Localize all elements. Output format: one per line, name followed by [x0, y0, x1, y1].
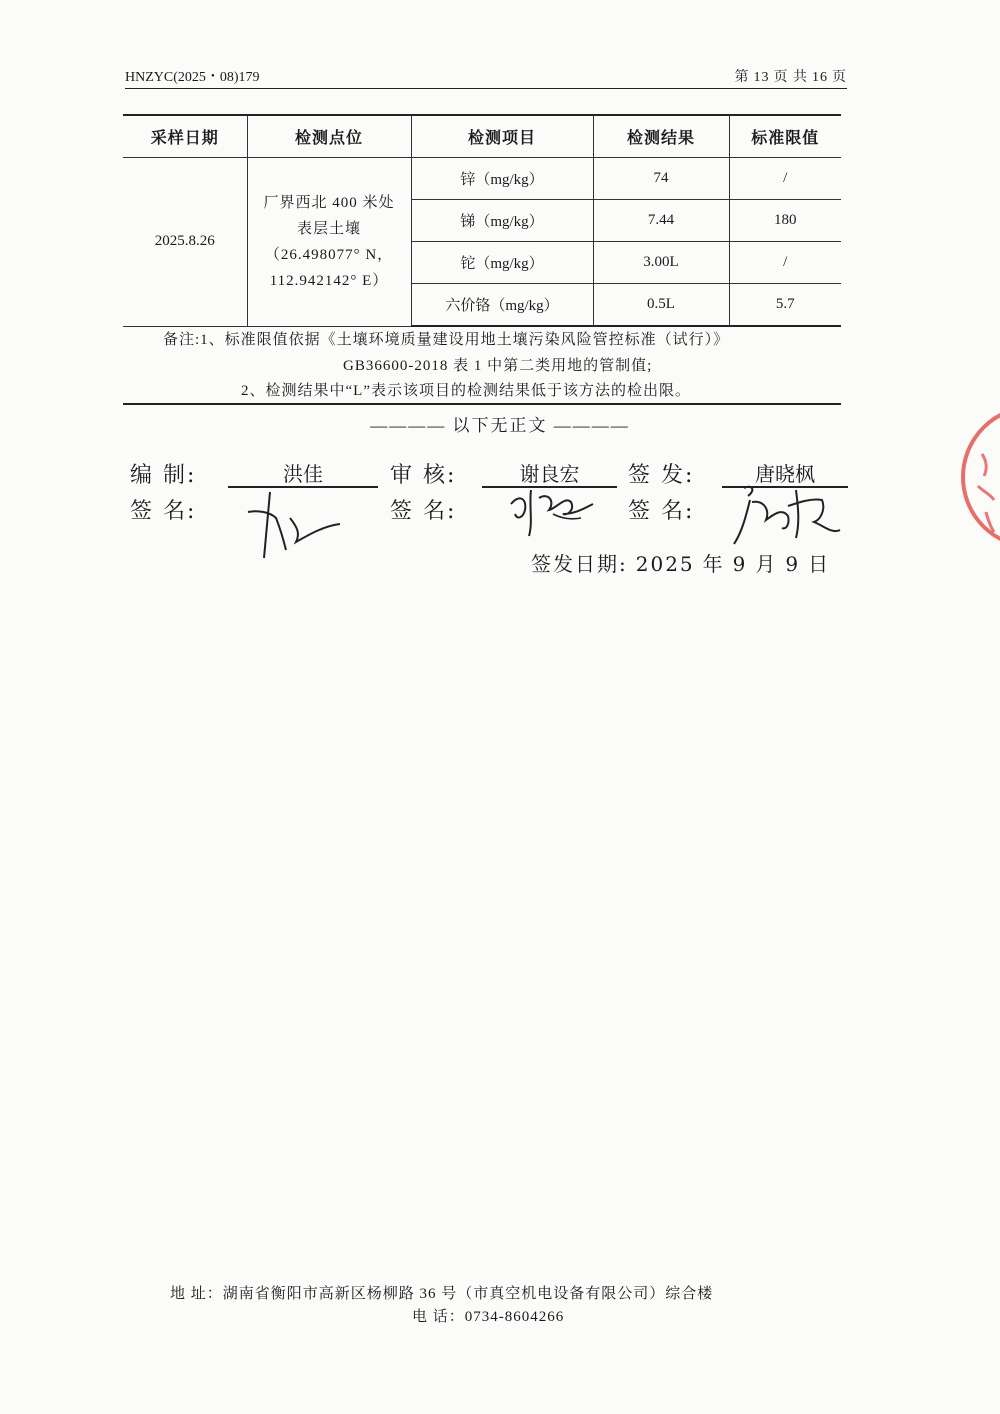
location-cell: 厂界西北 400 米处 表层土壤 （26.498077° N， 112.942142° E）	[247, 158, 411, 327]
issue-date: 签发日期: 2025 年 9 月 9 日	[531, 552, 831, 576]
compile-label: 编 制:	[130, 463, 197, 488]
page-number: 第 13 页 共 16 页	[734, 70, 847, 85]
compiler-sign-label: 签 名:	[130, 499, 197, 524]
limit-cell: 5.7	[729, 284, 841, 327]
col-header-limit: 标准限值	[729, 115, 841, 158]
reviewer-sign-label: 签 名:	[390, 499, 457, 524]
sampling-date-cell: 2025.8.26	[123, 158, 247, 327]
page-current: 13	[753, 70, 770, 85]
item-cell: 锌（mg/kg）	[411, 158, 593, 200]
col-header-sampling-date: 采样日期	[123, 115, 247, 158]
footer-phone: 电 话：0734-8604266	[412, 1309, 565, 1325]
result-cell: 74	[593, 158, 729, 200]
issue-month: 9	[732, 552, 748, 576]
issuer-signature-scribble	[730, 480, 845, 550]
issuer-name: 唐晓枫	[755, 462, 815, 486]
table-row	[123, 158, 841, 200]
result-cell: 0.5L	[593, 284, 729, 327]
col-header-location: 检测点位	[247, 115, 411, 158]
item-cell: 六价铬（mg/kg）	[411, 284, 593, 327]
remark-line-3: 2、检测结果中“L”表示该项目的检测结果低于该方法的检出限。	[241, 383, 691, 399]
col-header-result: 检测结果	[593, 115, 729, 158]
result-cell: 7.44	[593, 200, 729, 242]
official-seal	[958, 402, 1000, 552]
compiler-name: 洪佳	[283, 462, 323, 486]
item-cell: 锑（mg/kg）	[411, 200, 593, 242]
page-total: 16	[812, 70, 828, 85]
review-label: 审 核:	[390, 463, 457, 488]
remark-line-1: 备注:1、标准限值依据《土壤环境质量建设用地土壤污染风险管控标准（试行）》	[163, 332, 730, 348]
remarks	[123, 323, 841, 405]
compiler-signature-scribble	[240, 484, 350, 564]
limit-cell: 180	[729, 200, 841, 242]
document-number: HNZYC(2025・08)179	[125, 70, 260, 85]
reviewer-signature-scribble	[505, 484, 600, 540]
limit-cell: /	[729, 158, 841, 200]
footer-address: 地 址：湖南省衡阳市高新区杨柳路 36 号（市真空机电设备有限公司）综合楼	[170, 1286, 714, 1302]
end-of-text-marker: ———— 以下无正文 ————	[370, 416, 630, 435]
remark-line-2: GB36600-2018 表 1 中第二类用地的管制值;	[343, 358, 653, 374]
item-cell: 铊（mg/kg）	[411, 242, 593, 284]
issue-year: 2025	[635, 552, 695, 576]
page-header	[125, 66, 847, 89]
reviewer-name: 谢良宏	[519, 462, 580, 486]
result-cell: 3.00L	[593, 242, 729, 284]
col-header-item: 检测项目	[411, 115, 593, 158]
issue-day: 9	[785, 552, 801, 576]
results-table	[123, 114, 841, 327]
issuer-sign-label: 签 名:	[628, 499, 695, 524]
limit-cell: /	[729, 242, 841, 284]
issue-label: 签 发:	[628, 463, 695, 488]
table-header-row	[123, 115, 841, 158]
